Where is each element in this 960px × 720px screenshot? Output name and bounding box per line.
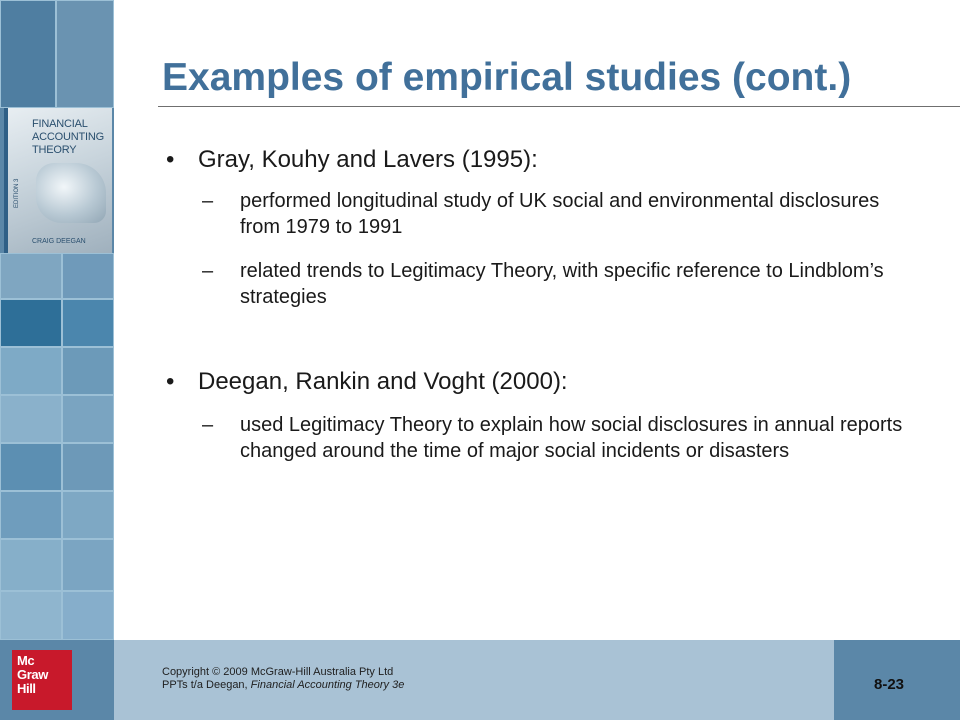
decorative-tile <box>0 253 62 299</box>
decorative-tile <box>0 299 62 347</box>
mcgraw-hill-logo: Mc Graw Hill <box>12 650 72 710</box>
sub-bullet-item <box>202 412 922 464</box>
book-edition: EDITION 3 <box>14 178 20 208</box>
decorative-tile <box>0 491 62 539</box>
dash-marker: – <box>202 260 214 282</box>
sub-bullet-item <box>202 258 922 310</box>
book-cover <box>4 108 112 253</box>
decorative-tile <box>62 395 114 443</box>
decorative-tile <box>0 395 62 443</box>
bullet-item <box>166 146 538 174</box>
sub-bullet-text: performed longitudinal study of UK social and environmental disclosures from 1979 to 1991 <box>240 190 880 238</box>
decorative-tile <box>0 443 62 491</box>
bullet-item <box>166 368 568 396</box>
book-author: CRAIG DEEGAN <box>32 238 86 245</box>
page-number-block <box>834 640 960 720</box>
page-number: 8-23 <box>874 676 905 693</box>
decorative-tile <box>62 299 114 347</box>
decorative-tile <box>62 253 114 299</box>
decorative-tile <box>62 539 114 591</box>
decorative-tile <box>56 0 114 108</box>
decorative-tile <box>0 591 62 640</box>
left-decorative-strip <box>0 0 114 640</box>
slide-title: Examples of empirical studies (cont.) <box>162 56 852 99</box>
logo-block <box>0 640 114 720</box>
sub-bullet-item <box>202 188 922 240</box>
decorative-tile <box>0 0 56 108</box>
ice-image <box>36 163 106 223</box>
decorative-tile <box>0 347 62 395</box>
bullet-marker: • <box>166 146 175 173</box>
decorative-tile <box>0 539 62 591</box>
sub-bullet-text: used Legitimacy Theory to explain how social disclosures in annual reports changed around the time of major social incidents or disasters <box>240 414 903 462</box>
dash-marker: – <box>202 190 214 212</box>
title-divider <box>158 106 960 107</box>
decorative-tile <box>62 347 114 395</box>
slide-footer <box>0 640 960 720</box>
bullet-text: Gray, Kouhy and Lavers (1995): <box>198 146 538 173</box>
dash-marker: – <box>202 414 214 436</box>
decorative-tile <box>62 491 114 539</box>
book-cover-title: FINANCIAL ACCOUNTING THEORY <box>32 118 104 156</box>
sub-bullet-text: related trends to Legitimacy Theory, with specific reference to Lindblom’s strategies <box>240 260 884 308</box>
copyright-notice: Copyright © 2009 McGraw-Hill Australia Pty Ltd PPTs t/a Deegan, Financial Accounting Theory 3e <box>162 666 405 691</box>
copyright-band <box>114 640 834 720</box>
bullet-text: Deegan, Rankin and Voght (2000): <box>198 368 568 395</box>
bullet-marker: • <box>166 368 175 395</box>
decorative-tile <box>62 443 114 491</box>
decorative-tile <box>62 591 114 640</box>
